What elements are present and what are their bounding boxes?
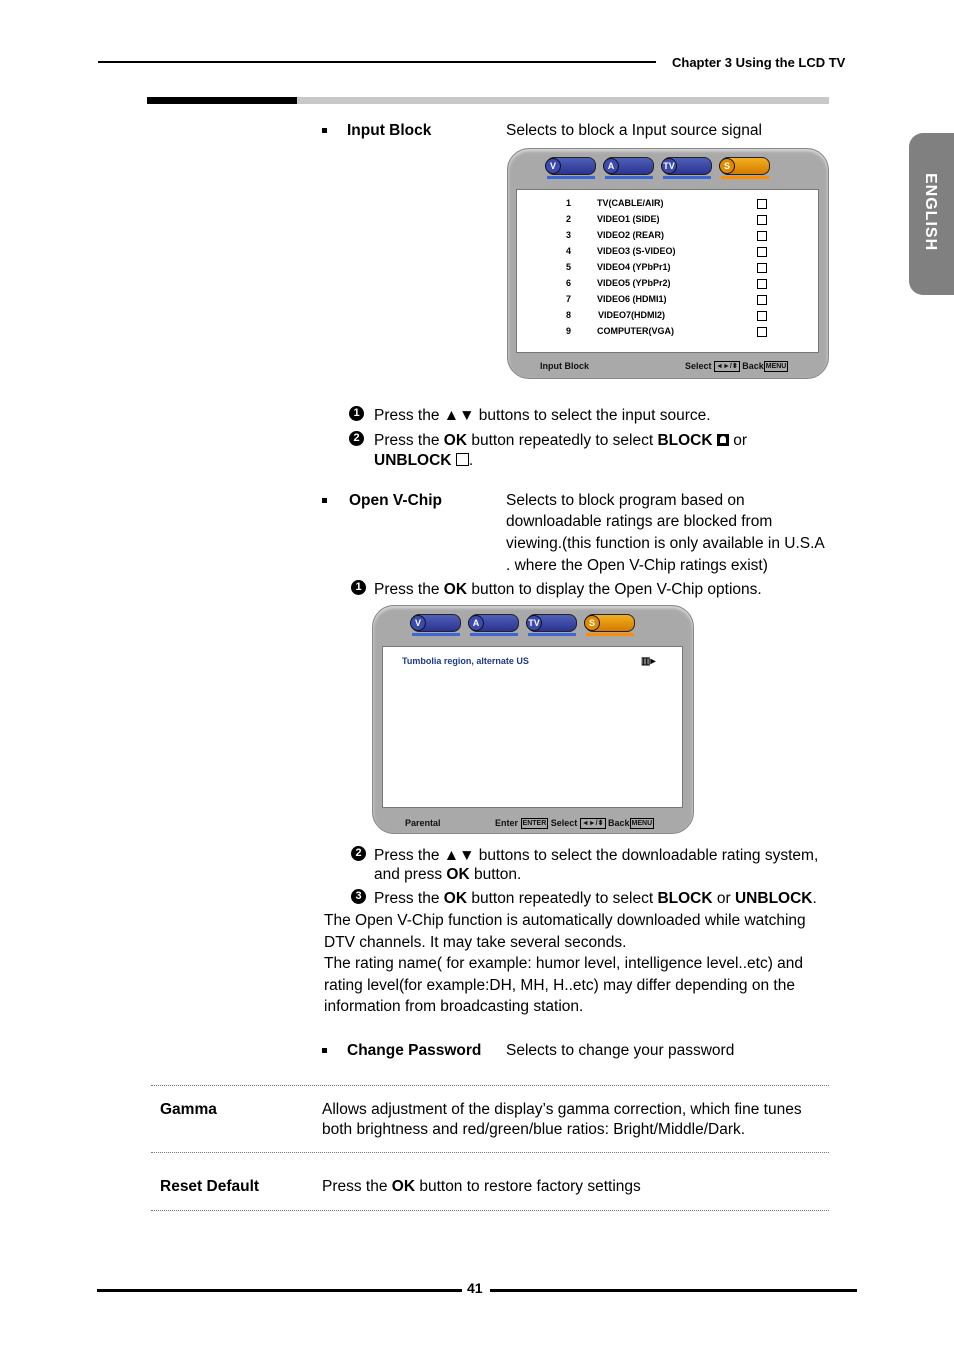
open-vchip-step-2: Press the ▲▼ buttons to select the downloadable rating system, bbox=[374, 847, 819, 864]
reset-default-label: Reset Default bbox=[160, 1178, 260, 1195]
input-source-number: 7 bbox=[565, 294, 571, 304]
input-source-label[interactable]: VIDEO3 (S-VIDEO) bbox=[597, 246, 676, 256]
menu-key-icon: MENU bbox=[765, 363, 787, 371]
input-block-label: Input Block bbox=[347, 122, 432, 139]
block-checkbox[interactable] bbox=[757, 247, 767, 257]
step-2-icon: 2 bbox=[351, 846, 366, 861]
step-2-icon: 2 bbox=[349, 431, 364, 446]
input-source-label[interactable]: VIDEO5 (YPbPr2) bbox=[597, 278, 671, 288]
menu-footer-title: Input Block bbox=[540, 361, 589, 371]
enter-key-icon: ENTER bbox=[522, 820, 547, 828]
language-tab bbox=[909, 133, 954, 295]
input-source-label[interactable]: COMPUTER(VGA) bbox=[597, 326, 674, 336]
input-source-number: 2 bbox=[565, 214, 571, 224]
arrows-key-icon: ◄►/⬍ bbox=[716, 363, 738, 371]
open-vchip-desc-1: Selects to block program based on bbox=[506, 492, 745, 509]
video-icon: V bbox=[410, 615, 426, 631]
tv-icon: TV bbox=[661, 158, 677, 174]
divider bbox=[151, 1085, 829, 1086]
open-vchip-label: Open V-Chip bbox=[349, 492, 442, 509]
menu-tabs bbox=[546, 157, 770, 175]
block-checkbox[interactable] bbox=[757, 199, 767, 209]
input-block-step-1: Press the ▲▼ buttons to select the input source. bbox=[374, 407, 711, 424]
vchip-note-4: rating level(for example:DH, MH, H..etc) may differ depending on the bbox=[324, 977, 795, 994]
block-checkbox[interactable] bbox=[757, 295, 767, 305]
input-source-number: 4 bbox=[565, 246, 571, 256]
step-3-icon: 3 bbox=[351, 889, 366, 904]
open-vchip-menu bbox=[372, 605, 694, 834]
tab-setup bbox=[720, 157, 770, 175]
input-source-label[interactable]: VIDEO6 (HDMI1) bbox=[597, 294, 667, 304]
input-source-number: 5 bbox=[565, 262, 571, 272]
bullet-icon bbox=[322, 1048, 327, 1053]
block-checkbox[interactable] bbox=[757, 231, 767, 241]
back-hint: Back bbox=[742, 361, 764, 371]
change-password-label: Change Password bbox=[347, 1042, 482, 1059]
menu-footer-hints bbox=[685, 361, 788, 372]
tab-tv bbox=[662, 157, 712, 175]
change-password-description: Selects to change your password bbox=[506, 1042, 735, 1059]
block-checkbox[interactable] bbox=[757, 263, 767, 273]
input-source-number: 6 bbox=[565, 278, 571, 288]
tab-video bbox=[411, 614, 461, 632]
page-number: 41 bbox=[467, 1280, 483, 1296]
input-source-label[interactable]: VIDEO7(HDMI2) bbox=[598, 310, 666, 320]
footer-rule-right bbox=[490, 1289, 857, 1292]
divider bbox=[151, 1210, 829, 1211]
input-source-number: 1 bbox=[565, 198, 571, 208]
vchip-note-2: DTV channels. It may take several seconds. bbox=[324, 934, 627, 951]
input-source-label[interactable]: TV(CABLE/AIR) bbox=[597, 198, 664, 208]
select-hint: Select bbox=[685, 361, 712, 371]
input-source-number: 9 bbox=[565, 326, 571, 336]
block-checkbox[interactable] bbox=[757, 327, 767, 337]
language-tab-label: ENGLISH bbox=[922, 173, 939, 252]
gamma-desc-1: Allows adjustment of the display’s gamma correction, which fine tunes bbox=[322, 1101, 802, 1118]
input-block-step-2: Press the OK button repeatedly to select BLOCK or bbox=[374, 432, 747, 449]
chapter-title: Chapter 3 Using the LCD TV bbox=[672, 55, 846, 70]
enter-hint: Enter bbox=[495, 818, 519, 828]
input-source-number: 3 bbox=[565, 230, 571, 240]
block-checkbox[interactable] bbox=[757, 311, 767, 321]
lock-icon bbox=[717, 434, 729, 446]
input-source-label[interactable]: VIDEO4 (YPbPr1) bbox=[597, 262, 671, 272]
section-bar-dark bbox=[147, 97, 297, 104]
video-icon: V bbox=[545, 158, 561, 174]
vchip-note-1: The Open V-Chip function is automatically downloaded while watching bbox=[324, 912, 806, 929]
input-block-description: Selects to block a Input source signal bbox=[506, 122, 762, 139]
input-source-number: 8 bbox=[565, 310, 571, 320]
block-checkbox[interactable] bbox=[757, 215, 767, 225]
input-block-step-2-cont: UNBLOCK . bbox=[374, 452, 474, 469]
menu-tabs bbox=[411, 614, 635, 632]
menu-footer-hints bbox=[495, 818, 654, 829]
reset-default-description: Press the OK button to restore factory settings bbox=[322, 1178, 641, 1195]
open-vchip-desc-4: . where the Open V-Chip ratings exist) bbox=[506, 557, 768, 574]
input-source-label[interactable]: VIDEO1 (SIDE) bbox=[597, 214, 660, 224]
tv-icon: TV bbox=[526, 615, 542, 631]
tab-tv bbox=[527, 614, 577, 632]
tab-audio bbox=[604, 157, 654, 175]
bullet-icon bbox=[322, 128, 327, 133]
audio-icon: A bbox=[468, 615, 484, 631]
rating-region-item[interactable]: Tumbolia region, alternate US bbox=[402, 656, 529, 666]
open-vchip-desc-2: downloadable ratings are blocked from bbox=[506, 513, 773, 530]
tab-setup bbox=[585, 614, 635, 632]
arrows-key-icon: ◄►/⬍ bbox=[581, 820, 604, 828]
select-hint: Select bbox=[550, 818, 578, 828]
block-checkbox[interactable] bbox=[757, 279, 767, 289]
menu-footer-title: Parental bbox=[405, 818, 441, 828]
divider bbox=[151, 1152, 829, 1153]
open-vchip-step-3: Press the OK button repeatedly to select BLOCK or UNBLOCK. bbox=[374, 890, 817, 907]
audio-icon: A bbox=[603, 158, 619, 174]
tab-video bbox=[546, 157, 596, 175]
step-1-icon: 1 bbox=[349, 406, 364, 421]
section-bar-light bbox=[297, 97, 829, 104]
open-vchip-step-1: Press the OK button to display the Open V-Chip options. bbox=[374, 581, 762, 598]
input-source-label[interactable]: VIDEO2 (REAR) bbox=[597, 230, 665, 240]
tab-audio bbox=[469, 614, 519, 632]
enter-arrow-icon: ▥▸ bbox=[641, 656, 656, 667]
menu-screen bbox=[382, 646, 683, 808]
step-1-icon: 1 bbox=[351, 580, 366, 595]
gamma-label: Gamma bbox=[160, 1101, 217, 1118]
footer-rule-left bbox=[97, 1289, 462, 1292]
header-rule bbox=[98, 61, 656, 63]
open-vchip-desc-3: viewing.(this function is only available in U.S.A bbox=[506, 535, 825, 552]
vchip-note-3: The rating name( for example: humor level, intelligence level..etc) and bbox=[324, 955, 804, 972]
setup-icon: S bbox=[584, 615, 600, 631]
vchip-note-5: information from broadcasting station. bbox=[324, 998, 584, 1015]
open-vchip-step-2-cont: and press OK button. bbox=[374, 866, 522, 883]
gamma-desc-2: both brightness and red/green/blue ratios: Bright/Middle/Dark. bbox=[322, 1121, 746, 1138]
menu-key-icon: MENU bbox=[631, 820, 653, 828]
bullet-icon bbox=[322, 498, 327, 503]
unlock-box-icon bbox=[456, 453, 469, 466]
setup-icon: S bbox=[719, 158, 735, 174]
back-hint: Back bbox=[608, 818, 630, 828]
